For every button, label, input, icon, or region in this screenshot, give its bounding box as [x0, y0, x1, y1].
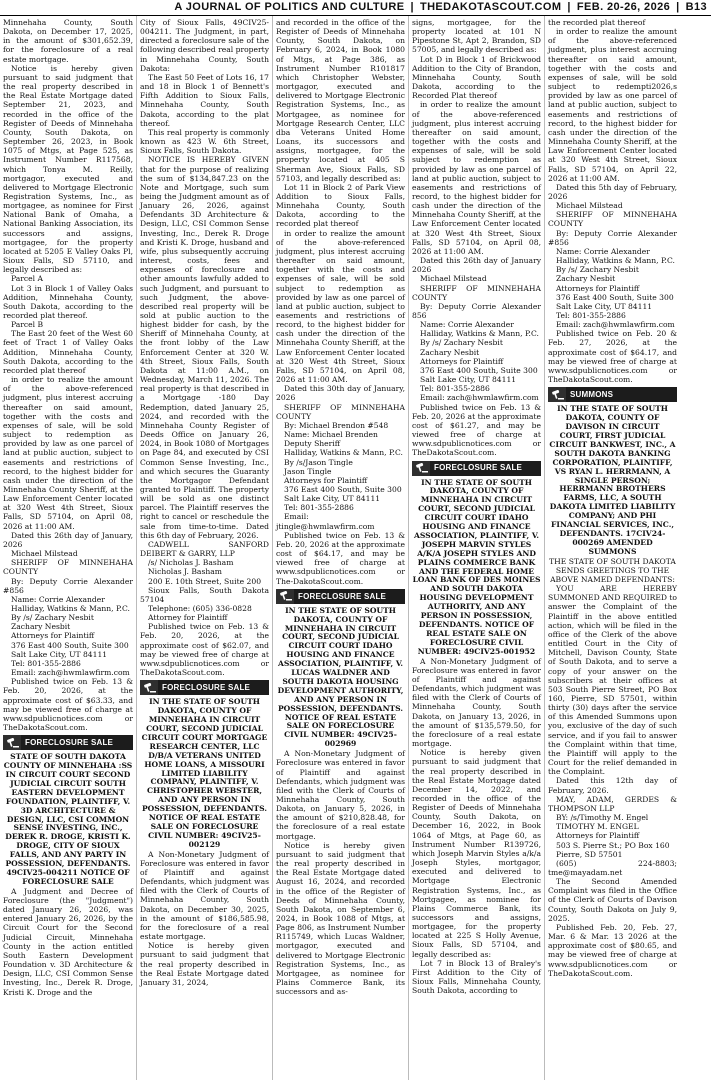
notice-paragraph: 376 East 400 South, Suite 300 [11, 640, 129, 650]
gavel-icon [276, 589, 294, 604]
notice-paragraph: Michael Milstead [556, 201, 623, 211]
notice-paragraph: Attorneys for Plaintiff [556, 283, 640, 293]
column-3 [272, 16, 408, 1080]
notice-paragraph: Halliday, Watkins & Mann, P.C. [11, 604, 130, 613]
notice-paragraph: 376 East 400 South, Suite 300 [556, 292, 674, 302]
notice-paragraph: MAY, ADAM, GERDES & THOMPSON LLP [548, 794, 677, 813]
banner-label: FORECLOSURE SALE [298, 591, 387, 601]
notice-paragraph: Halliday, Watkins & Mann, P.C. [556, 256, 675, 266]
gavel-icon [412, 461, 430, 476]
section-banner [548, 387, 677, 402]
page-number: B13 [685, 0, 707, 13]
notice-paragraph: A Judgment and Decree of Foreclosure (the "Judgment") dated January 26, 2026, was entered January 26, 2026, by the Circuit Court for the Second Judicial Circuit, Minnehaha County in the action entitled South Eastern Development Foundation v. 3D Architecture & Design, LLC, CSI Common Sense Investing, Inc., Derek R. Droge, Kristi K. Droge and the [3, 886, 133, 997]
notice-paragraph: Salt Lake City, UT 84111 [284, 494, 381, 504]
notice-paragraph: By: Deputy Corrie Alexander 856 [412, 301, 541, 320]
notice-paragraph: By /s/ Zachary Nesbit [556, 265, 639, 275]
notice-paragraph: Dated this 12th day of February, 2026. [548, 776, 677, 795]
notice-paragraph: Attorneys for Plaintiff [284, 475, 368, 485]
notice-paragraph: Michael Milstead [11, 549, 78, 559]
section-banner [276, 589, 405, 604]
notice-paragraph: 503 S. Pierre St.; PO Box 160 [556, 840, 670, 850]
case-caption: IN THE STATE OF SOUTH DAKOTA, COUNTY OF MINNEHAHA IN CIRCUIT COURT, SECOND JUDICIAL CIRCUIT COURT IDAHO HOUSING AND FINANCE ASSOCIATION, PLAINTIFF, V. LUCAS WALDNER AND SOUTH DAKOTA HOUSING DEVELOPMENT AUTHORITY, AND ANY PERSON IN POSSESSION, DEFENDANTS. NOTICE OF REAL ESTATE SALE ON FORECLOSURE CIVIL NUMBER: 49CIV25-002969 [277, 605, 404, 749]
notice-paragraph: This real property is commonly known as 423 W. 6th Street, Sioux Falls, South Dakota. [140, 127, 269, 156]
notice-paragraph: Nicholas J. Basham [148, 567, 222, 577]
section-banner [140, 680, 269, 695]
notice-paragraph: 376 East 400 South, Suite 300 [420, 365, 538, 375]
notice-paragraph: CADWELL SANFORD DEIBERT & GARRY, LLP [140, 539, 269, 559]
section-banner [3, 735, 133, 750]
notice-paragraph: Tel: 801-355-2886 [11, 658, 81, 668]
notice-paragraph: Name: Michael Brenden [284, 430, 378, 440]
column-2 [136, 16, 272, 1080]
notice-paragraph: A Non-Monetary Judgment of Foreclosure was entered in favor of Plaintiff and against Defendants, which judgment was filed with the Clerk of Courts of Minnehaha County, South Dakota, on December 30, 2025, in the amount of $186,585.98, for the foreclosure of a real estate mortgage. [140, 849, 269, 942]
notice-paragraph: Zachary Nesbit [11, 622, 71, 632]
notice-paragraph: A Non-Monetary Judgment of Foreclosure was entered in favor of Plaintiff and against Defendants, which judgment was filed with the Clerk of Courts of Minnehaha County, South Dakota, on January 13, 2026, in the amount of $135,579.50, for the foreclosure of a real estate mortgage. [412, 656, 541, 749]
column-5 [544, 16, 680, 1080]
case-caption: IN THE STATE OF SOUTH DAKOTA, COUNTY OF MINNEHAHA IN CIRCUIT COURT, SECOND JUDICIAL CIRCUIT COURT MORTGAGE RESEARCH CENTER, LLC D/B/A VETERANS UNITED HOME LOANS, A MISSOURI LIMITED LIABILITY COMPANY, PLAINTIFF, V. CHRISTOPHER WEBSTER, AND ANY PERSON IN POSSESSION, DEFENDANTS. NOTICE OF REAL ESTATE SALE ON FORECLOSURE CIVIL NUMBER: 49CIV25-002129 [141, 697, 268, 849]
notice-paragraph: Notice is hereby given pursuant to said judgment that the real property described in the Real Estate Mortgage dated December 14, 2022, and recorded in the office of the Register of Deeds of Minnehaha County, South Dakota, on December 16, 2022, in Book 1064 of Mtgs, at Page 60, as Instrument Number R139726, which Joseph Marvin Styles a/k/a Joseph Styles, mortgagor, executed and delivered to Mortgage Electronic Registration Systems, Inc., as Mortgagee, as nominee for Plains Commerce Bank, its successors and assigns, mortgagee, for the property located at 225 S Holly Avenue, Sioux Falls, SD 57104, and legally described as: [412, 748, 541, 959]
case-caption: STATE OF SOUTH DAKOTA COUNTY OF MINNEHAHA :SS IN CIRCUIT COURT SECOND JUDICIAL CIRCUIT SOUTH EASTERN DEVELOPMENT FOUNDATION, PLAINTIFF, V. 3D ARCHITECTURE & DESIGN, LLC, CSI COMMON SENSE INVESTING, INC., DEREK R. DROGE, KRISTI K. DROGE, CITY OF SIOUX FALLS, AND ANY PARTY IN POSSESSION, DEFENDANTS. 49CIV25-004211 NOTICE OF FORECLOSURE SALE [3, 752, 133, 886]
notice-paragraph: in order to realize the amount of the above-referenced judgment, plus interest accruing thereafter on said amount, together with the costs and expenses of sale, will be sold subject to redemption as provided by law as one parcel of land at public auction, subject to easements and restrictions of record, to the highest bidder for cash under the direction of the Minnehaha County Sheriff, at the Law Enforcement Center located at 320 West 4th Street, Sioux Falls, SD 57104, on April 08, 2026 at 11:00 AM. [3, 375, 133, 531]
notice-paragraph: Published twice on Feb. 13 & Feb. 20, 2026 at the approximate cost of $64.17, and may be viewed free of charge at www.sdpublicnotices.com or The-DakotaScout.com. [276, 530, 405, 586]
notice-paragraph: Sioux Falls, South Dakota 57104 [140, 585, 269, 604]
notice-paragraph: in order to realize the amount of the above-referenced judgment, plus interest accruing thereafter on said amount, together with the costs and expenses of sale, will be sold subject to redempti2026,s provided by law as one parcel of land at public auction, subject to easements and restrictions of record, to the highest bidder for cash under the direction of the Minnehaha County Sheriff, at the Law Enforcement Center located at 320 West 4th Street, Sioux Falls, SD 57104, on April 22, 2026 at 11:00 AM. [548, 27, 677, 183]
column-1 [0, 16, 136, 1080]
notice-columns [0, 16, 711, 1080]
section-banner [412, 461, 541, 476]
notice-paragraph: Attorneys for Plaintiff [556, 831, 640, 841]
notice-paragraph: Published twice on Feb. 13 & Feb. 20, 2026 at the approximate cost of $61.27, and may be viewed free of charge at www.sdpublicnotices.com or TheDakotaScout.com. [412, 402, 541, 458]
notice-paragraph: Name: Corrie Alexander [556, 246, 650, 256]
notice-paragraph: YOU ARE HEREBY SUMMONED AND REQUIRED to answer the Complaint of the Plaintiff in the above entitled action, which will be filed in the office of the Clerk of the above entitled Court in the City of Mitchell, Davison County, State of South Dakota, and to serve a copy of your answer on the subscribers at their offices at 503 South Pierre Street, PO Box 160, Pierre, SD 57501, within thirty (30) days after the service of this Amended Summons upon you, exclusive of the day of such service, and if you fail to answer the Complaint within that time, the Plaintiff will apply to the Court for the relief demanded in the Complaint. [548, 584, 677, 777]
notice-paragraph: Email: zach@hwmlawfirm.com [11, 668, 130, 678]
notice-paragraph: 376 East 400 South, Suite 300 [284, 484, 402, 494]
notice-paragraph: Dated this 30th day of January, 2026 [276, 384, 405, 403]
page-header: A JOURNAL OF POLITICS AND CULTURE | THEDAKOTASCOUT.COM | FEB. 20-26, 2026 | B13 [0, 0, 711, 16]
notice-paragraph: Tel: 801-355-2886 [556, 311, 626, 320]
notice-paragraph: The Second Amended Complaint was filed in the Office of the Clerk of Courts of Davison County, South Dakota on July 9, 2025. [548, 877, 677, 923]
notice-paragraph: Notice is hereby given pursuant to said judgment that the real property described in the Real Estate Mortgage dated January 31, 2024, [140, 941, 269, 987]
notice-paragraph: A Non-Monetary Judgment of Foreclosure was entered in favor of Plaintiff and against Defendants, which judgment was filed with the Clerk of Courts of Minnehaha County, South Dakota, on January 5, 2026, in the amount of $210,828.48, for the foreclosure of a real estate mortgage. [276, 749, 405, 841]
notice-paragraph: SHERIFF OF MINNEHAHA COUNTY [412, 283, 541, 302]
notice-paragraph: NOTICE IS HEREBY GIVEN that for the purpose of realizing the sum of $134,847.23 on the Note and Mortgage, such sum being the Judgment amount as of January 26, 2026, against Defendants 3D Architecture & Design, LLC, CSI Common Sense Investing, Inc., Derek R. Droge and Kristi K. Droge, husband and wife, plus subsequently accruing interest, costs, fees and expenses of foreclosure and other amounts lawfully added to such Judgment, and pursuant to such Judgment, the above-described real property will be sold at public auction to the highest bidder for cash, by the Sheriff of Minnehaha County, at the front lobby of the Law Enforcement Center at 320 W. 4th Street, Sioux Falls, South Dakota at 11:00 A.M., on Wednesday, March 11, 2026. The real property is that described in a Mortgage -180 Day Redemption, dated January 25, 2024, and recorded with the Minnehaha County Register of Deeds Office on January 26, 2024, in Book 1080 of Mortgages on Page 84, and executed by CSI Common Sense Investing, Inc., and which secures the Guaranty the Mortgagor Defendant granted to Plaintiff. The property will be sold as one distinct parcel. The Plaintiff reserves the right to cancel or reschedule the sale from time-to-time. Dated this 6th day of February, 2026. [140, 155, 269, 540]
notice-paragraph: Parcel A [11, 274, 43, 284]
notice-paragraph: Lot 11 in Block 2 of Park View Addition to Sioux Falls, Minnehaha County, South Dakota, according to the recorded plat thereof [276, 182, 405, 229]
notice-paragraph: By /s/ Zachary Nesbit [11, 613, 94, 623]
notice-paragraph: Lot D in Block 1 of Brickwood Addition to the City of Brandon, Minnehaha County, South Dakota, according to the Recorded Plat thereof [412, 54, 541, 101]
notice-paragraph: Halliday, Watkins & Mann, P.C. [420, 329, 539, 339]
notice-paragraph: Lot 7 in Block 13 of Braley's First Addition to the City of Sioux Falls, Minnehaha County, South Dakota, according to [412, 958, 541, 996]
notice-paragraph: Parcel B [11, 320, 44, 330]
notice-paragraph: Tel: 801-355-2886 [420, 384, 490, 394]
notice-paragraph: /s/ Nicholas J. Basham [148, 558, 234, 568]
notice-paragraph: By: Michael Brendon #548 [284, 420, 389, 430]
notice-paragraph: City of Sioux Falls, 49CIV25-004211. The Judgment, in part, directed a foreclosure sale of the following described real property in Minnehaha County, South Dakota: [140, 18, 269, 73]
notice-paragraph: Email: zach@hwmlawfirm.com [556, 320, 675, 330]
notice-paragraph: TIMOTHY M. ENGEL [556, 822, 639, 832]
notice-paragraph: Published twice on Feb. 13 & Feb. 20, 2026, at the approximate cost of $62.07, and may be viewed free of charge at www.sdpublicnotices.com or TheDakotaScout.com. [140, 622, 269, 678]
notice-paragraph: Lot 3 in Block 1 of Valley Oaks Addition, Minnehaha County, South Dakota, according to the recorded plat thereof. [3, 283, 133, 320]
notice-paragraph: THE STATE OF SOUTH DAKOTA SENDS GREETINGS TO THE ABOVE NAMED DEFENDANTS: [549, 556, 676, 584]
notice-paragraph: Email: jtingle@hwmlawfirm.com [276, 512, 375, 531]
notice-paragraph: The East 20 feet of the West 60 feet of Tract 1 of Valley Oaks Addition, Minnehaha County, South Dakota, according to the recorded plat thereof [3, 329, 133, 375]
notice-paragraph: By /s/ Zachary Nesbit [420, 338, 503, 348]
notice-paragraph: the recorded plat thereof [548, 18, 646, 27]
notice-paragraph: and recorded in the office of the Register of Deeds of Minnehaha County, South Dakota, on February 6, 2024, in Book 1080 of Mtgs, at Page 386, as Instrument Number R101817 which Christopher Webster, mortgagor, executed and delivered to Mortgage Electronic Registration Systems, Inc., as Mortgagee, as nominee for Mortgage Research Center, LLC dba Veterans United Home Loans, its successors and assigns, mortgagee, for the property located at 405 S Sherman Ave, Sioux Falls, SD 57103, and legally described as: [276, 18, 405, 183]
notice-paragraph: Salt Lake City, UT 84111 [420, 375, 517, 385]
notice-paragraph: Telephone: (605) 336-0828 [148, 604, 252, 613]
gavel-icon [140, 680, 158, 695]
notice-paragraph: Published twice on Feb. 20 & Feb. 27, 2026, at the approximate cost of $64.17, and may be viewed free of charge at www.sdpublicnotices.com or TheDakotaScout.com. [548, 329, 677, 385]
notice-paragraph: Attorney for Plaintiff [148, 613, 228, 623]
site-name[interactable]: THEDAKOTASCOUT.COM [419, 0, 562, 13]
notice-paragraph: signs, mortgagee, for the property located at 101 N Pipestone St, Apt 2, Brandon, SD 57005, and legally described as: [412, 18, 541, 55]
notice-paragraph: Notice is hereby given pursuant to said judgment that the real property described in the Real Estate Mortgage dated August 16, 2024, and recorded in the office of the Register of Deeds of Minnehaha County, South Dakota, on September 6, 2024, in Book 1088 of Mtgs, at Page 806, as Instrument Number R115749, which Lucas Waldner, mortgagor, executed and delivered to Mortgage Electronic Registration Systems, Inc., as Mortgagee, as nominee for Plains Commerce Bank, its successors and as- [276, 840, 405, 997]
case-caption: IN THE STATE OF SOUTH DAKOTA, COUNTY OF MINNEHAHA IN CIRCUIT COURT, SECOND JUDICIAL CIRCUIT COURT IDAHO HOUSING AND FINANCE ASSOCIATION, PLAINTIFF, V. JOSEPH MARVIN STYLES A/K/A JOSEPH STYLES AND PLAINS COMMERCE BANK AND THE FEDERAL HOME LOAN BANK OF DES MOINES AND SOUTH DAKOTA HOUSING DEVELOPMENT AUTHORITY, AND ANY PERSON IN POSSESSION, DEFENDANTS. NOTICE OF REAL ESTATE SALE ON FORECLOSURE CIVIL NUMBER: 49CIV25-001952 [412, 477, 541, 656]
notice-paragraph: By: Deputy Corrie Alexander #856 [3, 576, 133, 595]
notice-paragraph: The East 50 Feet of Lots 16, 17 and 18 in Block 1 of Bennett's Fifth Addition to Sioux Falls, Minnehaha County, South Dakota, according to the plat thereof. [140, 72, 269, 128]
banner-label: FORECLOSURE SALE [25, 738, 114, 748]
case-caption: IN THE STATE OF SOUTH DAKOTA, COUNTY OF DAVISON IN CIRCUIT COURT, FIRST JUDICIAL CIRCUIT BANKWEST, INC., A SOUTH DAKOTA BANKING CORPORATION, PLAINTIFF, VS RYAN L. HERRMANN, A SINGLE PERSON; HERRMANN BROTHERS FARMS, LLC, A SOUTH DAKOTA LIMITED LIABILITY COMPANY; AND PHI FINANCIAL SERVICES, INC., DEFENDANTS. 17CIV24-000269 AMENDED SUMMONS [549, 404, 676, 556]
notice-paragraph: Pierre, SD 57501 [556, 849, 623, 859]
gavel-icon [548, 387, 566, 402]
notice-paragraph: Published Feb. 20, Feb. 27, Mar. 6 & Mar. 13 2026 at the approximate cost of $80.65, and may be viewed free of charge at www.sdpublicnotices.com or TheDakotaScout.com. [548, 922, 677, 978]
banner-label: FORECLOSURE SALE [162, 683, 251, 693]
notice-paragraph: By: Deputy Corrie Alexander #856 [548, 228, 677, 247]
notice-paragraph: Attorneys for Plaintiff [420, 356, 504, 366]
notice-paragraph: SHERIFF OF MINNEHAHA COUNTY [3, 558, 133, 577]
notice-paragraph: Published twice on Feb. 13 & Feb. 20, 2026, at the approximate cost of $63.33, and may be viewed free of charge at www.sdpublicnotices.com or TheDakotaScout.com. [3, 677, 133, 733]
notice-paragraph: Minnehaha County, South Dakota, on December 17, 2025, in the amount of $301,652.39, for the foreclosure of a real estate mortgage. [3, 18, 133, 64]
notice-paragraph: in order to realize the amount of the above-referenced judgment, plus interest accruing thereafter on said amount, together with the costs and expenses of sale, will be sold subject to redemption as provided by law as one parcel of land at public auction, subject to easements and restrictions of record, to the highest bidder for cash under the direction of the Minnehaha County Sheriff, at the Law Enforcement Center located at 320 West 4th Street, Sioux Falls, SD 57104, on April 08, 2026 at 11:00 AM. [276, 228, 405, 385]
notice-paragraph: Attorneys for Plaintiff [11, 631, 95, 641]
notice-paragraph: BY: /s/Timothy M. Engel [556, 813, 649, 823]
notice-paragraph: Dated this 5th day of February, 2026 [548, 182, 677, 201]
notice-paragraph: Zachary Nesbit [420, 347, 480, 357]
notice-paragraph: (605) 224-8803; tme@mayadam.net [548, 858, 677, 877]
notice-paragraph: SHERIFF OF MINNEHAHA COUNTY [548, 210, 677, 229]
notice-paragraph: Name: Corrie Alexander [420, 320, 514, 330]
issue-date: FEB. 20-26, 2026 [576, 0, 671, 13]
notice-paragraph: Salt Lake City, UT 84111 [556, 301, 653, 311]
notice-paragraph: Zachary Nesbit [556, 274, 616, 284]
banner-label: SUMMONS [570, 390, 614, 400]
section-title: A JOURNAL OF POLITICS AND CULTURE [174, 0, 405, 13]
column-4 [408, 16, 544, 1080]
notice-paragraph: SHERIFF OF MINNEHAHA COUNTY [276, 402, 405, 421]
notice-paragraph: Notice is hereby given pursuant to said judgment that the real property described in the Real Estate Mortgage dated September 21, 2023, and recorded in the office of the Register of Deeds of Minnehaha County, South Dakota, on September 26, 2023, in Book 1075 of Mtgs, at Page 525, as Instrument Number R117568, which Tonya M. Reilly, mortgagor, executed and delivered to Mortgage Electronic Registration Systems, Inc., as mortgagee, as nominee for First National Bank of Omaha, a National Banking Association, its successors and assigns, mortgagee, for the property located at 5205 E Valley Oaks Pl, Sioux Falls, SD 57110, and legally described as: [3, 63, 133, 275]
notice-paragraph: Salt Lake City, UT 84111 [11, 649, 108, 659]
notice-paragraph: Email: zach@hwmlawfirm.com [420, 393, 539, 403]
notice-paragraph: By /s/Jason Tingle [284, 457, 353, 467]
notice-paragraph: Halliday, Watkins & Mann, P.C. [284, 448, 403, 458]
notice-paragraph: Dated this 26th day of January 2026 [412, 256, 541, 275]
notice-paragraph: Jason Tingle [284, 466, 332, 476]
notice-paragraph: 200 E. 10th Street, Suite 200 [148, 576, 262, 586]
notice-paragraph: in order to realize the amount of the above-referenced judgment, plus interest accruing thereafter on said amount, together with the costs and expenses of sale, will be sold subject to redemption as provided by law as one parcel of land at public auction, subject to easements and restrictions of record, to the highest bidder for cash under the direction of the Minnehaha County Sheriff, at the Law Enforcement Center located at 320 West 4th Street, Sioux Falls, SD 57104, on April 08, 2026 at 11:00 AM. [412, 100, 541, 256]
notice-paragraph: Tel: 801-355-2886 [284, 503, 354, 513]
gavel-icon [3, 735, 21, 750]
notice-paragraph: Dated this 26th day of January, 2026 [3, 530, 133, 549]
notice-paragraph: Deputy Sheriff [284, 439, 341, 449]
notice-paragraph: Michael Milstead [420, 274, 487, 284]
banner-label: FORECLOSURE SALE [434, 463, 523, 473]
notice-paragraph: Name: Corrie Alexander [11, 594, 105, 604]
